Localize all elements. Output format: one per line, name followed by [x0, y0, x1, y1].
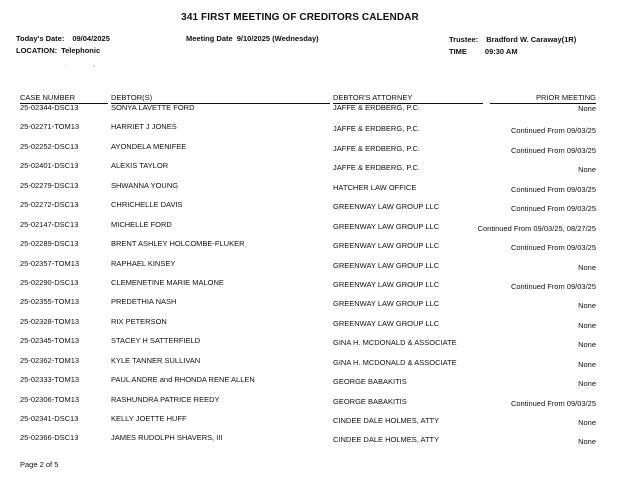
prior-meeting: None	[578, 262, 596, 272]
case-number: 25-02366-DSC13	[20, 433, 79, 443]
case-number: 25-02333-TOM13	[20, 375, 80, 385]
table-row	[0, 142, 640, 161]
prior-meeting: None	[578, 379, 596, 389]
location-value: Telephonic	[61, 46, 101, 55]
prior-meeting: None	[578, 320, 596, 330]
debtor-attorney: GREENWAY LAW GROUP LLC	[333, 318, 440, 328]
case-number: 25-02328-TOM13	[20, 316, 80, 326]
todays-date-label: Today's Date:	[16, 34, 65, 43]
debtor-name: ALEXIS TAYLOR	[111, 161, 169, 171]
table-row	[0, 239, 640, 258]
column-header-attorney: DEBTOR'S ATTORNEY	[333, 93, 483, 104]
table-row	[0, 375, 640, 394]
table-row	[0, 297, 640, 316]
location-label: LOCATION:	[16, 46, 58, 55]
prior-meeting: None	[578, 418, 596, 427]
prior-meeting: Continued From 09/03/25	[510, 145, 596, 155]
debtor-name: STACEY H SATTERFIELD	[111, 336, 201, 346]
table-row	[0, 433, 640, 452]
debtor-name: AYONDELA MENIFEE	[111, 141, 187, 151]
debtor-name: PREDETHIA NASH	[111, 297, 177, 307]
debtor-attorney: JAFFE & ERDBERG, P.C.	[333, 163, 420, 173]
debtor-attorney: GREENWAY LAW GROUP LLC	[333, 260, 440, 270]
meeting-time	[449, 47, 518, 56]
prior-meeting: Continued From 09/03/25	[510, 184, 596, 194]
case-number: 25-02271-TOM13	[20, 122, 80, 132]
meeting-date-value: 9/10/2025 (Wednesday)	[236, 34, 319, 43]
case-number: 25-02279-DSC13	[20, 180, 79, 190]
case-number: 25-02290-DSC13	[20, 277, 79, 287]
trustee	[449, 35, 576, 44]
prior-meeting: None	[578, 437, 596, 447]
prior-meeting: None	[578, 104, 596, 113]
calendar-table	[0, 103, 640, 453]
table-row	[0, 278, 640, 297]
debtor-name: BRENT ASHLEY HOLCOMBE-FLUKER	[111, 239, 245, 249]
case-number: 25-02357-TOM13	[20, 258, 80, 268]
table-row	[0, 220, 640, 239]
prior-meeting: Continued From 09/03/25	[510, 281, 596, 291]
todays-date-value: 09/04/2025	[72, 34, 110, 43]
table-row	[0, 181, 640, 200]
table-row	[0, 103, 640, 122]
debtor-name: SONYA LAVETTE FORD	[111, 103, 195, 112]
debtor-name: PAUL ANDRE and RHONDA RENE ALLEN	[111, 375, 255, 385]
debtor-attorney: HATCHER LAW OFFICE	[333, 182, 417, 192]
time-value: 09:30 AM	[484, 47, 518, 56]
table-row	[0, 122, 640, 141]
debtor-name: CLEMENETINE MARIE MALONE	[111, 277, 224, 287]
table-row	[0, 317, 640, 336]
prior-meeting: None	[578, 301, 596, 311]
table-row	[0, 336, 640, 355]
debtor-name: JAMES RUDOLPH SHAVERS, III	[111, 433, 223, 443]
table-row	[0, 161, 640, 180]
case-number: 25-02401-DSC13	[20, 161, 79, 171]
table-row	[0, 395, 640, 414]
prior-meeting: None	[578, 340, 596, 350]
debtor-name: SHWANNA YOUNG	[111, 180, 179, 190]
prior-meeting: Continued From 09/03/25	[510, 126, 596, 136]
debtor-attorney: GINA H. MCDONALD & ASSOCIATE	[333, 338, 457, 348]
time-label: TIME	[449, 47, 467, 56]
case-number: 25-02272-DSC13	[20, 200, 79, 210]
case-number: 25-02355-TOM13	[20, 297, 80, 307]
debtor-attorney: GREENWAY LAW GROUP LLC	[333, 279, 440, 289]
prior-meeting: None	[578, 165, 596, 175]
case-number: 25-02341-DSC13	[20, 414, 79, 423]
debtor-name: KYLE TANNER SULLIVAN	[111, 355, 201, 365]
meeting-date-label: Meeting Date	[186, 34, 233, 43]
todays-date	[16, 34, 110, 43]
debtor-name: HARRIET J JONES	[111, 122, 177, 132]
debtor-name: CHRICHELLE DAVIS	[111, 200, 183, 210]
debtor-attorney: JAFFE & ERDBERG, P.C.	[333, 124, 420, 134]
case-number: 25-02345-TOM13	[20, 336, 80, 346]
debtor-attorney: GEORGE BABAKITIS	[333, 396, 407, 406]
case-number: 25-02289-DSC13	[20, 239, 79, 249]
column-header-debtors: DEBTOR(S)	[111, 93, 330, 104]
prior-meeting: Continued From 09/03/25	[510, 204, 596, 214]
prior-meeting: None	[578, 359, 596, 369]
debtor-name: RAPHAEL KINSEY	[111, 258, 176, 268]
debtor-attorney: JAFFE & ERDBERG, P.C.	[333, 103, 420, 112]
prior-meeting: Continued From 09/03/25, 08/27/25	[477, 223, 596, 233]
location	[16, 46, 100, 55]
scan-specks: ' "	[66, 66, 107, 72]
table-row	[0, 259, 640, 278]
debtor-attorney: CINDEE DALE HOLMES, ATTY	[333, 435, 440, 445]
column-header-prior-meeting: PRIOR MEETING	[490, 93, 596, 104]
case-number: 25-02147-DSC13	[20, 219, 79, 229]
prior-meeting: Continued From 09/03/25	[510, 398, 596, 408]
page-number: Page 2 of 5	[20, 460, 59, 469]
debtor-attorney: GINA H. MCDONALD & ASSOCIATE	[333, 357, 457, 367]
debtor-attorney: GREENWAY LAW GROUP LLC	[333, 221, 440, 231]
debtor-attorney: GREENWAY LAW GROUP LLC	[333, 202, 440, 212]
case-number: 25-02252-DSC13	[20, 141, 79, 151]
debtor-attorney: GREENWAY LAW GROUP LLC	[333, 241, 440, 251]
debtor-name: RASHUNDRA PATRICE REEDY	[111, 394, 220, 404]
table-row	[0, 414, 640, 433]
case-number: 25-02362-TOM13	[20, 355, 80, 365]
debtor-attorney: GEORGE BABAKITIS	[333, 377, 407, 387]
case-number: 25-02306-TOM13	[20, 394, 80, 404]
debtor-name: KELLY JOETTE HUFF	[111, 414, 187, 423]
debtor-attorney: GREENWAY LAW GROUP LLC	[333, 299, 440, 309]
prior-meeting: Continued From 09/03/25	[510, 243, 596, 253]
trustee-label: Trustee:	[449, 35, 479, 44]
debtor-attorney: CINDEE DALE HOLMES, ATTY	[333, 416, 440, 425]
table-row	[0, 356, 640, 375]
case-number: 25-02344-DSC13	[20, 103, 79, 112]
column-header-case-number: CASE NUMBER	[20, 93, 108, 104]
debtor-name: MICHELLE FORD	[111, 219, 172, 229]
page-title: 341 FIRST MEETING OF CREDITORS CALENDAR	[181, 12, 419, 23]
trustee-value: Bradford W. Caraway(1R)	[486, 35, 577, 44]
meeting-date	[186, 34, 319, 43]
table-row	[0, 200, 640, 219]
debtor-attorney: JAFFE & ERDBERG, P.C.	[333, 143, 420, 153]
debtor-name: RIX PETERSON	[111, 316, 167, 326]
